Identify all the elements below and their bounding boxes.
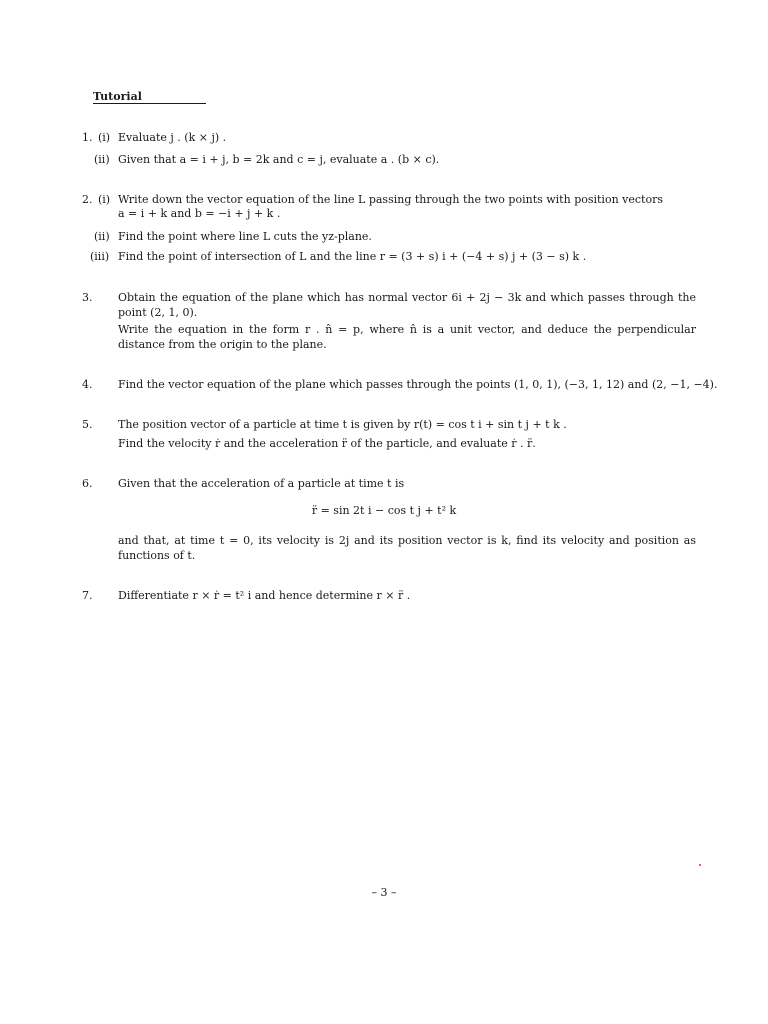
- problem-6-text-1: Given that the acceleration of a particle at time t is: [118, 477, 405, 490]
- problem-4-number: 4.: [82, 378, 93, 391]
- problem-2-ii-label: (ii): [94, 230, 110, 243]
- page-number: – 3 –: [371, 886, 397, 899]
- problem-2-i-label: (i): [98, 193, 111, 206]
- problem-2-iii-label: (iii): [90, 250, 110, 263]
- problem-2-i-text-line1: Write down the vector equation of the line L passing through the two points with position vectors: [118, 193, 663, 206]
- problem-4-text: Find the vector equation of the plane which passes through the points (1, 0, 1), (−3, 1, 12) and (2, −1, −4).: [118, 378, 718, 391]
- problem-5-text-2: Find the velocity ṙ and the acceleration r̈ of the particle, and evaluate ṙ . r̈.: [118, 437, 536, 450]
- problem-2-number: 2.: [82, 193, 93, 206]
- page-title: Tutorial: [93, 90, 206, 104]
- stray-mark: [699, 864, 701, 866]
- problem-2-iii-text: Find the point of intersection of L and the line r = (3 + s) i + (−4 + s) j + (3 − s) k .: [118, 250, 587, 263]
- problem-5-text-1: The position vector of a particle at time t is given by r(t) = cos t i + sin t j + t k .: [118, 418, 567, 431]
- problem-1-number: 1.: [82, 131, 93, 144]
- problem-1-i-label: (i): [98, 131, 111, 144]
- problem-3-text-2: Write the equation in the form r . n̂ = p, where n̂ is a unit vector, and deduce the perpendicular distance from the origin to the plane.: [118, 323, 696, 351]
- problem-6-text-2: and that, at time t = 0, its velocity is 2j and its position vector is k, find its velocity and position as functions of t.: [118, 534, 696, 562]
- problem-2-i-text-line2: a = i + k and b = −i + j + k .: [118, 207, 281, 220]
- problem-3-number: 3.: [82, 291, 93, 304]
- problem-1-ii-text: Given that a = i + j, b = 2k and c = j, evaluate a . (b × c).: [118, 153, 440, 166]
- problem-3-text-1: Obtain the equation of the plane which has normal vector 6i + 2j − 3k and which passes through the point (2, 1, 0).: [118, 291, 696, 319]
- problem-2-ii-text: Find the point where line L cuts the yz-plane.: [118, 230, 372, 243]
- problem-1-i-text: Evaluate j . (k × j) .: [118, 131, 227, 144]
- problem-7-text: Differentiate r × ṙ = t² i and hence determine r × r̈ .: [118, 589, 411, 602]
- problem-7-number: 7.: [82, 589, 93, 602]
- problem-5-number: 5.: [82, 418, 93, 431]
- problem-6-number: 6.: [82, 477, 93, 490]
- problem-1-ii-label: (ii): [94, 153, 110, 166]
- problem-6-equation: r̈ = sin 2t i − cos t j + t² k: [311, 504, 457, 517]
